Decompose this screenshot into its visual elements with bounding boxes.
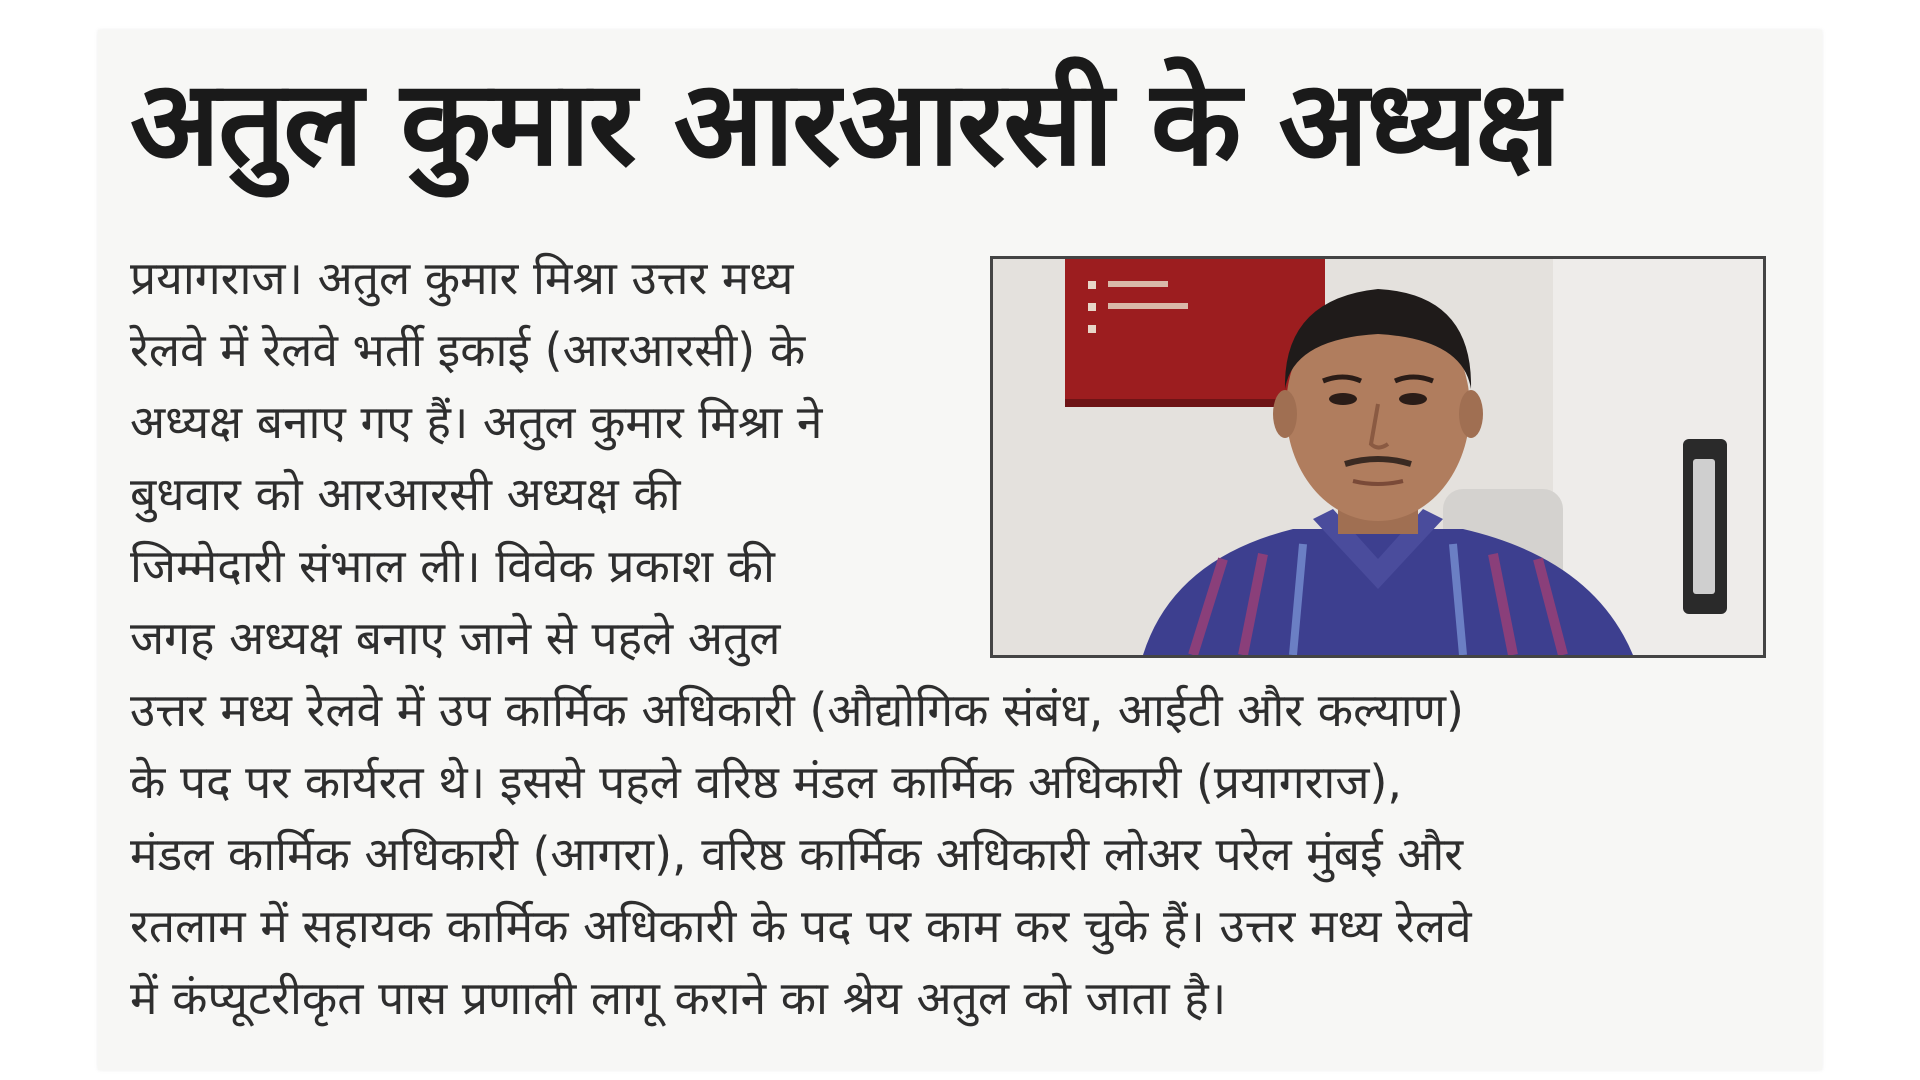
headline: अतुल कुमार आरआरसी के अध्यक्ष: [130, 54, 1558, 192]
article-line: रेलवे में रेलवे भर्ती इकाई (आरआरसी) के: [130, 323, 806, 377]
article-line: अध्यक्ष बनाए गए हैं। अतुल कुमार मिश्रा ने: [130, 395, 823, 449]
article-line: रतलाम में सहायक कार्मिक अधिकारी के पद पर काम कर चुके हैं। उत्तर मध्य रेलवे: [130, 899, 1472, 953]
article-line: जगह अध्यक्ष बनाए जाने से पहले अतुल: [130, 611, 781, 665]
article-line: मंडल कार्मिक अधिकारी (आगरा), वरिष्ठ कार्मिक अधिकारी लोअर परेल मुंबई और: [130, 827, 1464, 881]
article-line: बुधवार को आरआरसी अध्यक्ष की: [130, 467, 681, 521]
article-line: जिम्मेदारी संभाल ली। विवेक प्रकाश की: [130, 539, 775, 593]
portrait-photo: [990, 256, 1766, 658]
article-line: उत्तर मध्य रेलवे में उप कार्मिक अधिकारी (औद्योगिक संबंध, आईटी और कल्याण): [130, 683, 1464, 737]
article-line: में कंप्यूटरीकृत पास प्रणाली लागू कराने का श्रेय अतुल को जाता है।: [130, 971, 1227, 1025]
portrait-illustration: [993, 259, 1763, 655]
article-line: के पद पर कार्यरत थे। इससे पहले वरिष्ठ मंडल कार्मिक अधिकारी (प्रयागराज),: [130, 755, 1403, 809]
article-line: प्रयागराज। अतुल कुमार मिश्रा उत्तर मध्य: [130, 251, 794, 305]
